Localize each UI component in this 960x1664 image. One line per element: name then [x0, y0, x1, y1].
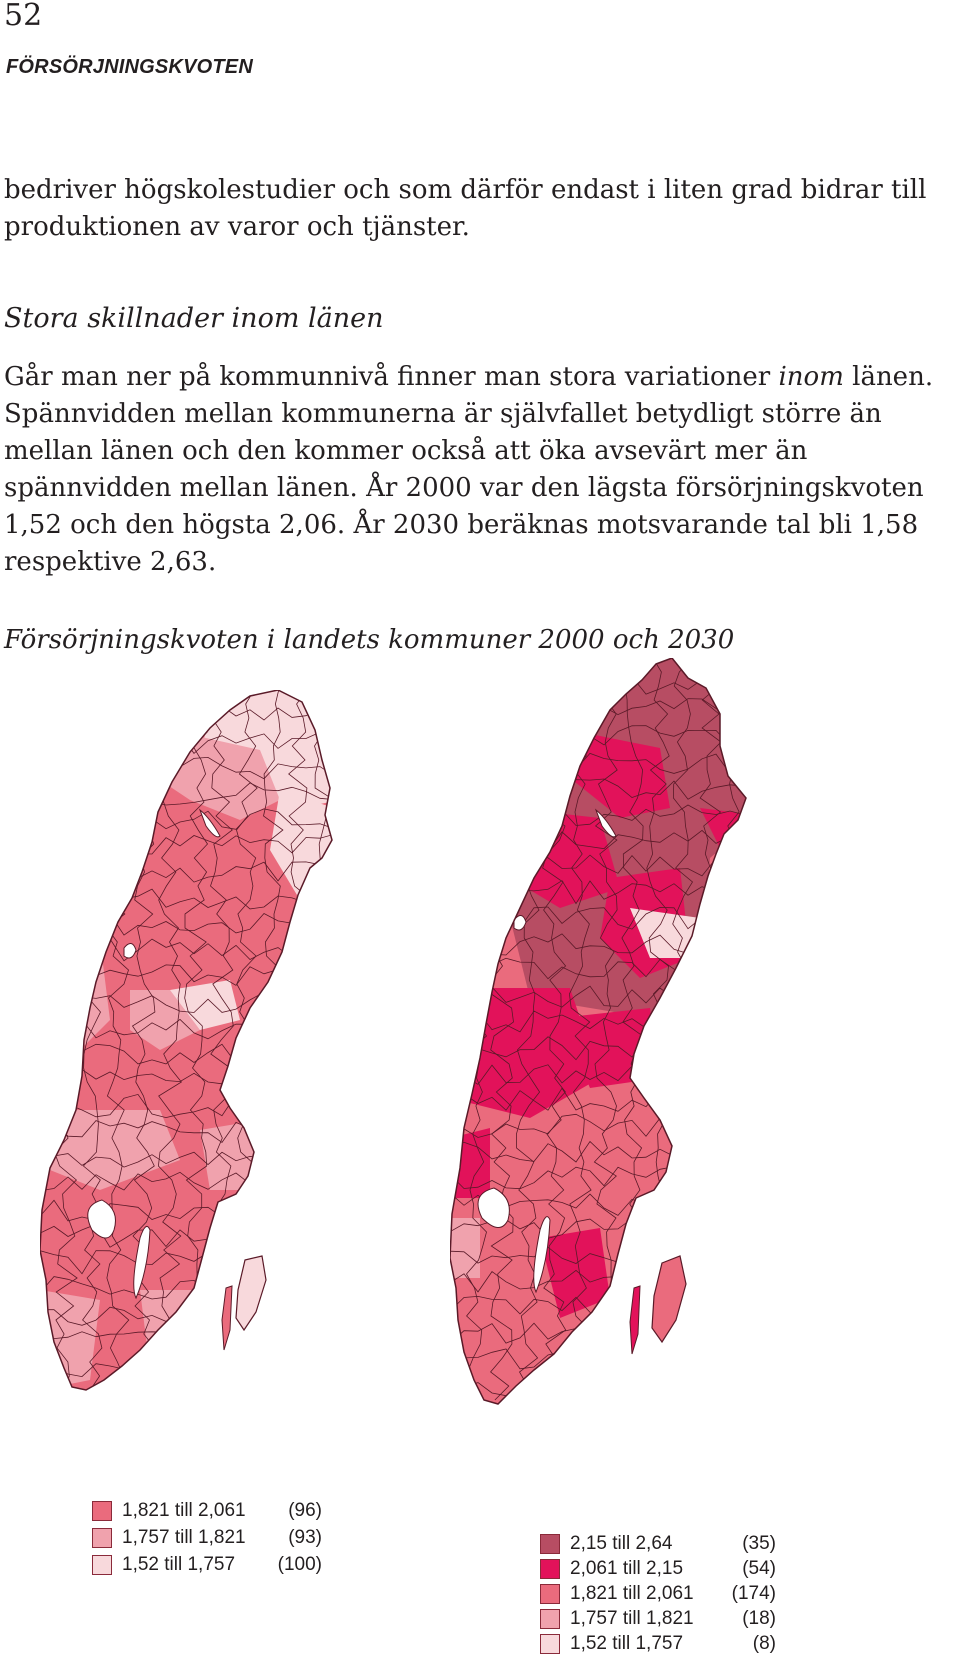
- legend-2030-row: [540, 1609, 790, 1631]
- legend-count: (18): [742, 1608, 776, 1629]
- legend-range: 2,061 till 2,15: [570, 1558, 684, 1579]
- legend-range: 1,52 till 1,757: [122, 1554, 236, 1575]
- legend-2030-row: [540, 1634, 790, 1656]
- legend-count: (93): [288, 1527, 322, 1548]
- legend-2030-row: [540, 1559, 790, 1581]
- legend-2030: [540, 1534, 790, 1664]
- map-2000: [40, 690, 340, 1395]
- legend-swatch: [540, 1534, 560, 1554]
- page-number: 52: [4, 0, 43, 33]
- figure-title: Försörjningskvoten i landets kommuner 2000 och 2030: [4, 625, 735, 655]
- legend-swatch: [540, 1609, 560, 1629]
- legend-range: 1,821 till 2,061: [570, 1583, 694, 1604]
- legend-count: (96): [288, 1500, 322, 1521]
- subheading: Stora skillnader inom länen: [4, 303, 384, 334]
- map-2030: [450, 658, 780, 1410]
- legend-range: 1,821 till 2,061: [122, 1500, 246, 1521]
- body-text-end: länen. Spännvidden mellan kommunerna är självfallet betydligt större än mellan länen och den kommer också att öka avsevärt mer än spännvidden mellan länen. År 2000 var den lägsta försörjningskvoten 1,52 och den högsta 2,06. År 2030 beräknas motsvarande tal bli 1,58 respektive 2,63.: [4, 362, 934, 577]
- legend-count: (8): [752, 1633, 776, 1654]
- legend-range: 1,757 till 1,821: [570, 1608, 694, 1629]
- legend-2000-row: [92, 1555, 342, 1577]
- body-text-start: Går man ner på kommunnivå finner man stora variationer: [4, 362, 779, 392]
- legend-swatch: [540, 1584, 560, 1604]
- legend-2030-row: [540, 1534, 790, 1556]
- legend-2000-row: [92, 1501, 342, 1523]
- legend-swatch: [92, 1501, 112, 1521]
- section-header: FÖRSÖRJNINGSKVOTEN: [6, 56, 253, 78]
- body-text-italic: inom: [778, 362, 844, 392]
- body-paragraph: [4, 359, 954, 581]
- oland-2000: [222, 1286, 232, 1350]
- intro-paragraph: bedriver högskolestudier och som därför endast i liten grad bidrar till produktionen av varor och tjänster.: [4, 175, 927, 242]
- oland-2030: [630, 1286, 640, 1354]
- legend-swatch: [540, 1634, 560, 1654]
- legend-2000: [92, 1501, 342, 1581]
- legend-2000-row: [92, 1528, 342, 1550]
- legend-range: 1,52 till 1,757: [570, 1633, 684, 1654]
- legend-count: (35): [742, 1533, 776, 1554]
- legend-swatch: [540, 1559, 560, 1579]
- legend-range: 1,757 till 1,821: [122, 1527, 246, 1548]
- legend-count: (54): [742, 1558, 776, 1579]
- legend-swatch: [92, 1555, 112, 1575]
- legend-2030-row: [540, 1584, 790, 1606]
- legend-count: (100): [277, 1554, 322, 1575]
- legend-swatch: [92, 1528, 112, 1548]
- legend-count: (174): [731, 1583, 776, 1604]
- legend-range: 2,15 till 2,64: [570, 1533, 673, 1554]
